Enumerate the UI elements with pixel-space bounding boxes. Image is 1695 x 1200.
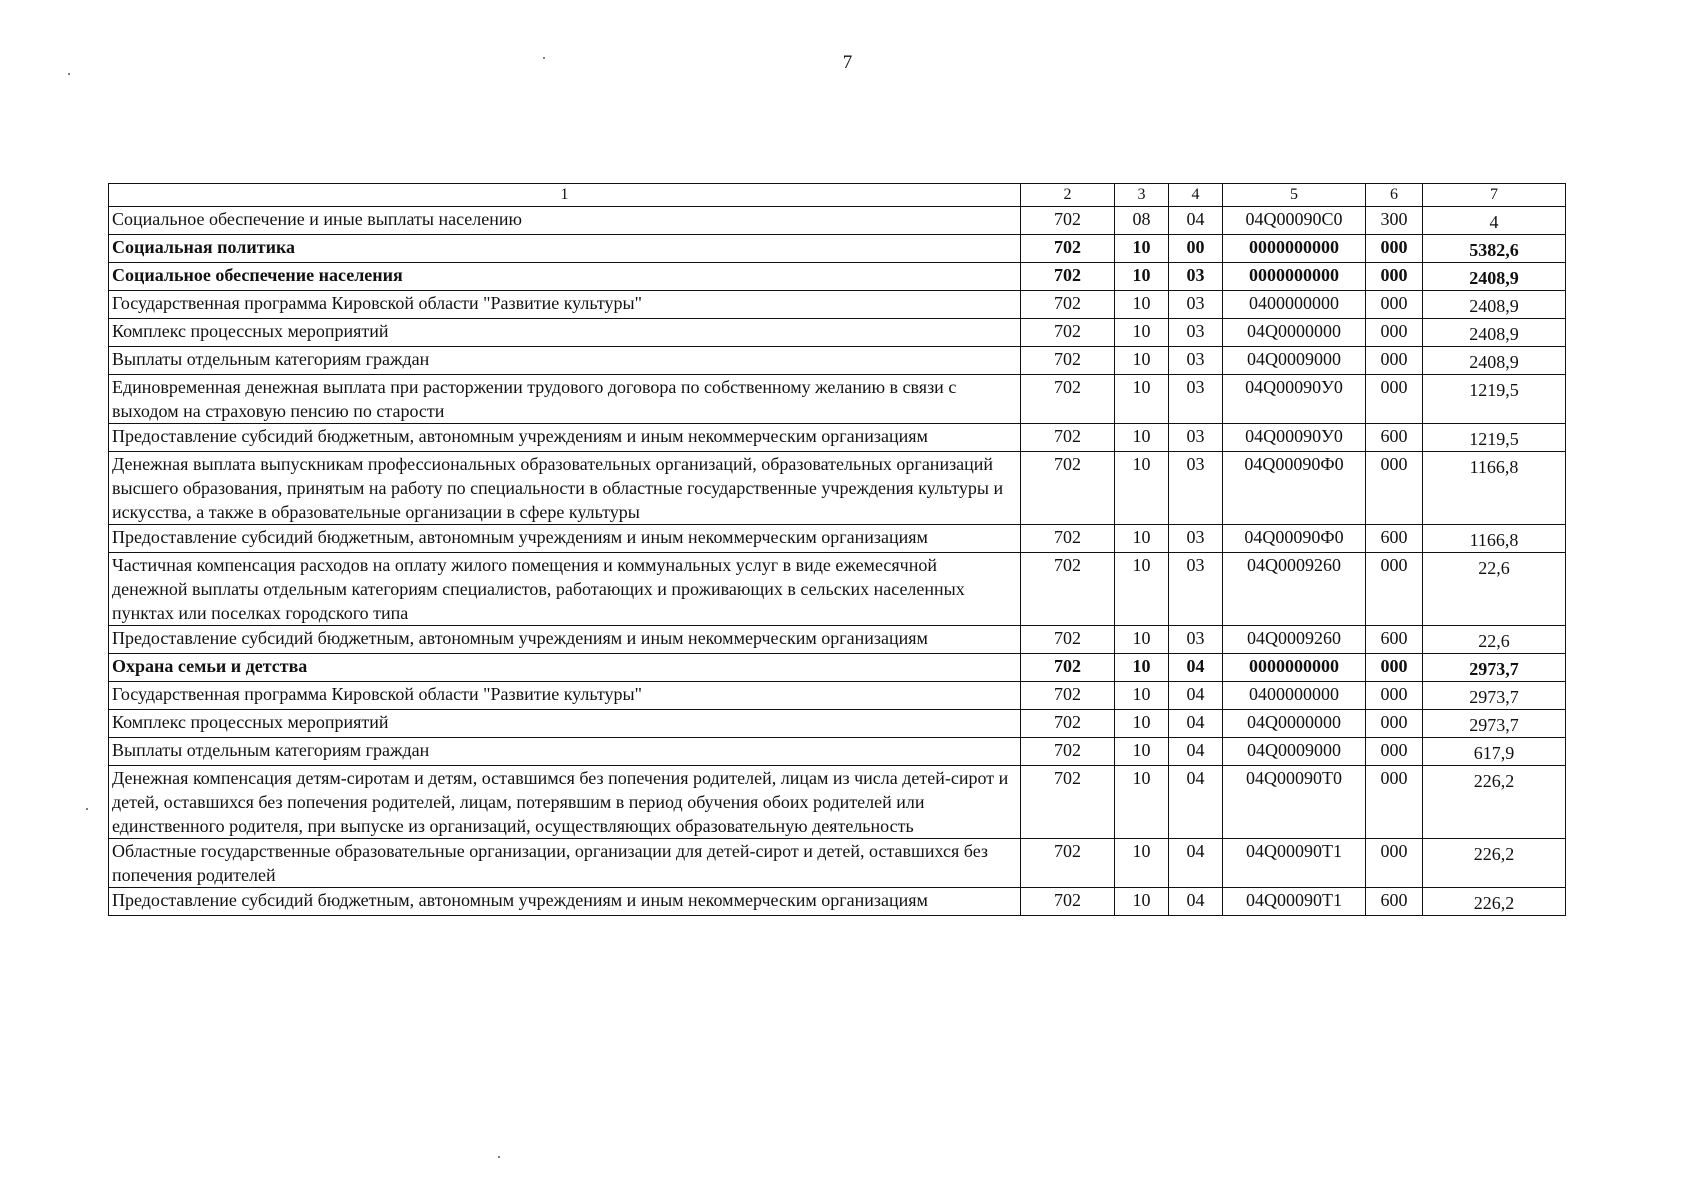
table-row <box>109 553 1566 626</box>
code-expense-type-cell: 000 <box>1366 375 1423 424</box>
amount-cell: 617,9 <box>1423 738 1566 766</box>
item-name-cell: Социальное обеспечение населения <box>109 263 1021 291</box>
table-row <box>109 291 1566 319</box>
column-header-6: 6 <box>1366 184 1423 207</box>
item-name-cell: Выплаты отдельным категориям граждан <box>109 738 1021 766</box>
table-row <box>109 710 1566 738</box>
amount-cell: 2973,7 <box>1423 710 1566 738</box>
item-name-cell: Социальная политика <box>109 235 1021 263</box>
amount-cell: 2408,9 <box>1423 347 1566 375</box>
code-ministry-cell: 702 <box>1021 654 1115 682</box>
code-subsection-cell: 04 <box>1169 738 1223 766</box>
code-ministry-cell: 702 <box>1021 553 1115 626</box>
code-ministry-cell: 702 <box>1021 738 1115 766</box>
code-target-cell: 04Q00090Ф0 <box>1223 525 1366 553</box>
code-ministry-cell: 702 <box>1021 766 1115 839</box>
item-name-cell: Предоставление субсидий бюджетным, автономным учреждениям и иным некоммерческим организациям <box>109 888 1021 916</box>
code-expense-type-cell: 000 <box>1366 766 1423 839</box>
code-section-cell: 10 <box>1115 654 1169 682</box>
code-expense-type-cell: 000 <box>1366 553 1423 626</box>
page-number: 7 <box>842 52 853 73</box>
table-body <box>109 207 1566 916</box>
column-header-3: 3 <box>1115 184 1169 207</box>
table-row <box>109 525 1566 553</box>
amount-cell: 2408,9 <box>1423 263 1566 291</box>
code-subsection-cell: 00 <box>1169 235 1223 263</box>
code-section-cell: 10 <box>1115 738 1169 766</box>
scan-speck <box>543 57 545 59</box>
code-expense-type-cell: 000 <box>1366 738 1423 766</box>
code-subsection-cell: 04 <box>1169 682 1223 710</box>
code-subsection-cell: 04 <box>1169 654 1223 682</box>
budget-table <box>108 183 1566 916</box>
code-ministry-cell: 702 <box>1021 207 1115 235</box>
item-name-cell: Денежная компенсация детям-сиротам и детям, оставшимся без попечения родителей, лицам из числа детей-сирот и детей, оставшихся без попечения родителей, лицам, потерявшим в период обучения обоих родителей или единственного родителя, при выпуске из организаций, осуществляющих образовательную деятельность <box>109 766 1021 839</box>
item-name-cell: Частичная компенсация расходов на оплату жилого помещения и коммунальных услуг в виде ежемесячной денежной выплаты отдельным категориям специалистов, работающих и проживающих в сельских населенных пунктах или поселках городского типа <box>109 553 1021 626</box>
table-row <box>109 766 1566 839</box>
header-row <box>109 184 1566 207</box>
code-ministry-cell: 702 <box>1021 888 1115 916</box>
table-row <box>109 319 1566 347</box>
item-name-cell: Выплаты отдельным категориям граждан <box>109 347 1021 375</box>
amount-cell: 2973,7 <box>1423 682 1566 710</box>
code-ministry-cell: 702 <box>1021 839 1115 888</box>
code-subsection-cell: 04 <box>1169 207 1223 235</box>
code-ministry-cell: 702 <box>1021 710 1115 738</box>
code-subsection-cell: 03 <box>1169 525 1223 553</box>
scan-speck <box>86 808 88 810</box>
code-target-cell: 0400000000 <box>1223 291 1366 319</box>
code-target-cell: 0000000000 <box>1223 235 1366 263</box>
code-section-cell: 10 <box>1115 839 1169 888</box>
item-name-cell: Единовременная денежная выплата при расторжении трудового договора по собственному желанию в связи с выходом на страховую пенсию по старости <box>109 375 1021 424</box>
code-section-cell: 10 <box>1115 553 1169 626</box>
item-name-cell: Предоставление субсидий бюджетным, автономным учреждениям и иным некоммерческим организациям <box>109 626 1021 654</box>
table-row <box>109 235 1566 263</box>
table-row <box>109 654 1566 682</box>
amount-cell: 1219,5 <box>1423 424 1566 452</box>
code-target-cell: 04Q00090T1 <box>1223 839 1366 888</box>
code-ministry-cell: 702 <box>1021 319 1115 347</box>
code-expense-type-cell: 000 <box>1366 452 1423 525</box>
code-subsection-cell: 03 <box>1169 319 1223 347</box>
amount-cell: 5382,6 <box>1423 235 1566 263</box>
table-row <box>109 452 1566 525</box>
code-section-cell: 10 <box>1115 888 1169 916</box>
code-expense-type-cell: 300 <box>1366 207 1423 235</box>
code-section-cell: 08 <box>1115 207 1169 235</box>
table-row <box>109 263 1566 291</box>
code-subsection-cell: 04 <box>1169 839 1223 888</box>
code-subsection-cell: 04 <box>1169 888 1223 916</box>
code-target-cell: 04Q00090У0 <box>1223 424 1366 452</box>
code-section-cell: 10 <box>1115 766 1169 839</box>
scan-speck <box>68 73 70 75</box>
code-ministry-cell: 702 <box>1021 424 1115 452</box>
amount-cell: 4 <box>1423 207 1566 235</box>
code-section-cell: 10 <box>1115 626 1169 654</box>
code-target-cell: 04Q00090C0 <box>1223 207 1366 235</box>
code-section-cell: 10 <box>1115 710 1169 738</box>
item-name-cell: Комплекс процессных мероприятий <box>109 319 1021 347</box>
code-target-cell: 04Q0009260 <box>1223 553 1366 626</box>
item-name-cell: Предоставление субсидий бюджетным, автономным учреждениям и иным некоммерческим организациям <box>109 525 1021 553</box>
item-name-cell: Областные государственные образовательные организации, организации для детей-сирот и детей, оставшихся без попечения родителей <box>109 839 1021 888</box>
code-section-cell: 10 <box>1115 263 1169 291</box>
table-row <box>109 424 1566 452</box>
code-section-cell: 10 <box>1115 452 1169 525</box>
amount-cell: 22,6 <box>1423 553 1566 626</box>
code-section-cell: 10 <box>1115 525 1169 553</box>
code-ministry-cell: 702 <box>1021 626 1115 654</box>
column-header-1: 1 <box>109 184 1021 207</box>
column-header-4: 4 <box>1169 184 1223 207</box>
column-header-5: 5 <box>1223 184 1366 207</box>
table-row <box>109 738 1566 766</box>
code-section-cell: 10 <box>1115 682 1169 710</box>
code-subsection-cell: 03 <box>1169 291 1223 319</box>
code-expense-type-cell: 000 <box>1366 235 1423 263</box>
code-expense-type-cell: 000 <box>1366 319 1423 347</box>
code-expense-type-cell: 000 <box>1366 839 1423 888</box>
amount-cell: 2408,9 <box>1423 319 1566 347</box>
code-target-cell: 04Q0000000 <box>1223 319 1366 347</box>
item-name-cell: Предоставление субсидий бюджетным, автономным учреждениям и иным некоммерческим организациям <box>109 424 1021 452</box>
code-ministry-cell: 702 <box>1021 347 1115 375</box>
code-subsection-cell: 03 <box>1169 375 1223 424</box>
amount-cell: 1166,8 <box>1423 525 1566 553</box>
code-subsection-cell: 04 <box>1169 710 1223 738</box>
code-ministry-cell: 702 <box>1021 235 1115 263</box>
code-ministry-cell: 702 <box>1021 525 1115 553</box>
table-row <box>109 207 1566 235</box>
item-name-cell: Охрана семьи и детства <box>109 654 1021 682</box>
item-name-cell: Государственная программа Кировской области "Развитие культуры" <box>109 291 1021 319</box>
code-expense-type-cell: 000 <box>1366 654 1423 682</box>
table-row <box>109 839 1566 888</box>
code-target-cell: 04Q0009000 <box>1223 347 1366 375</box>
column-header-2: 2 <box>1021 184 1115 207</box>
code-subsection-cell: 03 <box>1169 424 1223 452</box>
code-target-cell: 04Q00090T1 <box>1223 888 1366 916</box>
code-expense-type-cell: 600 <box>1366 525 1423 553</box>
amount-cell: 2408,9 <box>1423 291 1566 319</box>
item-name-cell: Государственная программа Кировской области "Развитие культуры" <box>109 682 1021 710</box>
code-ministry-cell: 702 <box>1021 452 1115 525</box>
code-subsection-cell: 03 <box>1169 553 1223 626</box>
code-target-cell: 0000000000 <box>1223 263 1366 291</box>
code-expense-type-cell: 000 <box>1366 347 1423 375</box>
code-ministry-cell: 702 <box>1021 263 1115 291</box>
column-header-7: 7 <box>1423 184 1566 207</box>
code-ministry-cell: 702 <box>1021 682 1115 710</box>
item-name-cell: Денежная выплата выпускникам профессиональных образовательных организаций, образовательных организаций высшего образования, принятым на работу по специальности в областные государственные учреждения культуры и искусства, а также в образовательные организации в сфере культуры <box>109 452 1021 525</box>
code-expense-type-cell: 000 <box>1366 263 1423 291</box>
code-target-cell: 0000000000 <box>1223 654 1366 682</box>
scan-speck <box>498 1156 500 1158</box>
code-subsection-cell: 03 <box>1169 452 1223 525</box>
item-name-cell: Социальное обеспечение и иные выплаты населению <box>109 207 1021 235</box>
code-section-cell: 10 <box>1115 235 1169 263</box>
table-row <box>109 626 1566 654</box>
code-target-cell: 0400000000 <box>1223 682 1366 710</box>
code-section-cell: 10 <box>1115 319 1169 347</box>
code-ministry-cell: 702 <box>1021 375 1115 424</box>
code-ministry-cell: 702 <box>1021 291 1115 319</box>
code-expense-type-cell: 000 <box>1366 291 1423 319</box>
code-subsection-cell: 03 <box>1169 263 1223 291</box>
code-section-cell: 10 <box>1115 347 1169 375</box>
code-subsection-cell: 04 <box>1169 766 1223 839</box>
code-expense-type-cell: 600 <box>1366 626 1423 654</box>
code-target-cell: 04Q0000000 <box>1223 710 1366 738</box>
code-expense-type-cell: 000 <box>1366 682 1423 710</box>
code-expense-type-cell: 600 <box>1366 424 1423 452</box>
code-section-cell: 10 <box>1115 424 1169 452</box>
code-section-cell: 10 <box>1115 291 1169 319</box>
amount-cell: 2973,7 <box>1423 654 1566 682</box>
code-target-cell: 04Q00090T0 <box>1223 766 1366 839</box>
amount-cell: 1219,5 <box>1423 375 1566 424</box>
amount-cell: 226,2 <box>1423 888 1566 916</box>
table-row <box>109 347 1566 375</box>
table-row <box>109 375 1566 424</box>
item-name-cell: Комплекс процессных мероприятий <box>109 710 1021 738</box>
amount-cell: 226,2 <box>1423 766 1566 839</box>
code-target-cell: 04Q0009260 <box>1223 626 1366 654</box>
code-expense-type-cell: 000 <box>1366 710 1423 738</box>
code-section-cell: 10 <box>1115 375 1169 424</box>
amount-cell: 1166,8 <box>1423 452 1566 525</box>
amount-cell: 226,2 <box>1423 839 1566 888</box>
code-subsection-cell: 03 <box>1169 626 1223 654</box>
code-expense-type-cell: 600 <box>1366 888 1423 916</box>
code-subsection-cell: 03 <box>1169 347 1223 375</box>
code-target-cell: 04Q0009000 <box>1223 738 1366 766</box>
table-row <box>109 888 1566 916</box>
code-target-cell: 04Q00090У0 <box>1223 375 1366 424</box>
code-target-cell: 04Q00090Ф0 <box>1223 452 1366 525</box>
table-row <box>109 682 1566 710</box>
amount-cell: 22,6 <box>1423 626 1566 654</box>
